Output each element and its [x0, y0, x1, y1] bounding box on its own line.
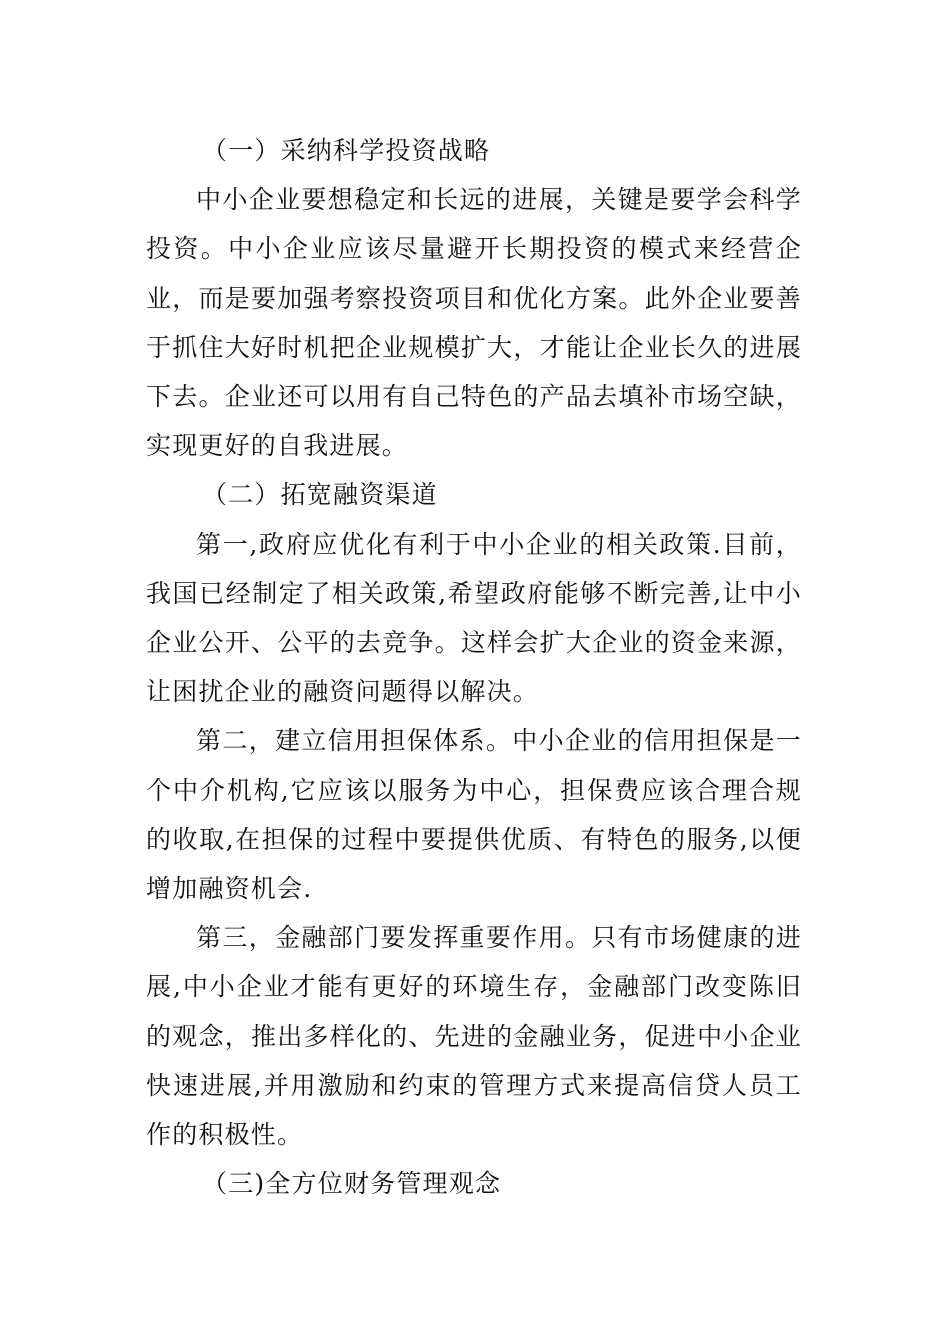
- section-heading-1: （一）采纳科学投资战略: [202, 136, 491, 165]
- paragraph-investment-strategy: 中小企业要想稳定和长远的进展，关键是要学会科学投资。中小企业应该尽量避开长期投资的模式来经营企业，而是要加强考察投资项目和优化方案。此外企业要善于抓住大好时机把企业规模扩大，才能让企业长久的进展下去。企业还可以用有自己特色的产品去填补市场空缺，实现更好的自我进展。: [146, 185, 802, 461]
- section-heading-2: （二）拓宽融资渠道: [202, 480, 438, 510]
- paragraph-credit-guarantee: 第二，建立信用担保体系。中小企业的信用担保是一个中介机构,它应该以服务为中心，担保费应该合理合规的收取,在担保的过程中要提供优质、有特色的服务,以便增加融资机会.: [146, 726, 802, 904]
- document-body: [146, 126, 802, 1208]
- section-heading-3: （三)全方位财务管理观念: [202, 1169, 502, 1199]
- paragraph-financial-departments: 第三，金融部门要发挥重要作用。只有市场健康的进展,中小企业才能有更好的环境生存，金融部门改变陈旧的观念，推出多样化的、先进的金融业务，促进中小企业快速进展,并用激励和约束的管理方式来提高信贷人员工作的积极性。: [146, 923, 802, 1150]
- paragraph-government-policy: 第一,政府应优化有利于中小企业的相关政策.目前，我国已经制定了相关政策,希望政府能够不断完善,让中小企业公开、公平的去竞争。这样会扩大企业的资金来源，让困扰企业的融资问题得以解决。: [146, 529, 802, 707]
